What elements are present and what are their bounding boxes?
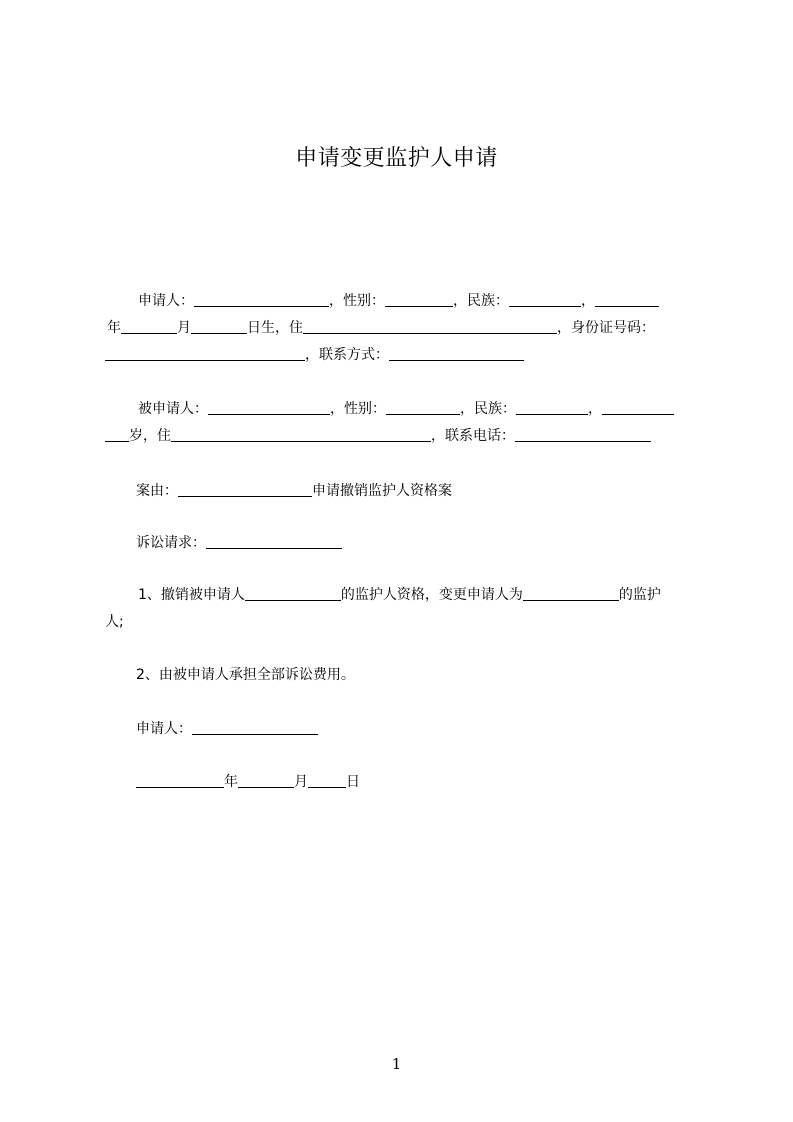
applicant-gender-label: ，性别： bbox=[329, 293, 385, 309]
applicant-birth-label: 日生，住 bbox=[247, 320, 303, 336]
case-suffix: 申请撤销监护人资格案 bbox=[312, 483, 452, 499]
applicant-address-blank[interactable] bbox=[303, 319, 557, 334]
signature-blank[interactable] bbox=[192, 720, 318, 735]
claims-line bbox=[136, 533, 736, 553]
respondent-line-2 bbox=[105, 426, 705, 446]
applicant-month-blank[interactable] bbox=[121, 319, 177, 334]
applicant-line-1 bbox=[138, 291, 708, 311]
applicant-ethnic-blank[interactable] bbox=[509, 292, 581, 307]
respondent-name-blank[interactable] bbox=[208, 400, 330, 415]
respondent-age-label: 岁，住 bbox=[129, 428, 171, 444]
case-label: 案由： bbox=[136, 483, 178, 499]
claims-blank[interactable] bbox=[206, 534, 342, 549]
date-month-label: 月 bbox=[294, 774, 308, 790]
applicant-year-blank[interactable] bbox=[595, 292, 659, 307]
respondent-ethnic-label: ，民族： bbox=[460, 401, 516, 417]
respondent-gender-blank[interactable] bbox=[386, 400, 460, 415]
case-blank[interactable] bbox=[178, 482, 312, 497]
applicant-contact-label: ，联系方式： bbox=[305, 347, 389, 363]
applicant-label: 申请人： bbox=[138, 293, 194, 309]
applicant-comma: ， bbox=[581, 293, 595, 309]
respondent-gender-label: ，性别： bbox=[330, 401, 386, 417]
claim-1-new-guardian-blank[interactable] bbox=[523, 586, 619, 601]
applicant-line-3 bbox=[105, 345, 705, 365]
date-day-label: 日 bbox=[346, 774, 360, 790]
applicant-contact-blank[interactable] bbox=[389, 346, 524, 361]
claim-item-2: 2、由被申请人承担全部诉讼费用。 bbox=[136, 667, 355, 683]
applicant-id-blank[interactable] bbox=[105, 346, 305, 361]
claim-1-part-b: 的监护人资格，变更申请人为 bbox=[340, 587, 523, 603]
claim-1-respondent-blank[interactable] bbox=[245, 586, 341, 601]
applicant-day-blank[interactable] bbox=[191, 319, 247, 334]
respondent-phone-label: ，联系电话： bbox=[431, 428, 515, 444]
respondent-age-blank-2[interactable] bbox=[105, 427, 129, 442]
page-number: 1 bbox=[391, 1055, 402, 1073]
respondent-age-blank-1[interactable] bbox=[602, 400, 674, 415]
applicant-month-label: 月 bbox=[177, 320, 191, 336]
document-title: 申请变更监护人申请 bbox=[295, 146, 498, 171]
respondent-comma: ， bbox=[588, 401, 602, 417]
applicant-line-2 bbox=[107, 318, 707, 338]
respondent-label: 被申请人： bbox=[138, 401, 208, 417]
claim-1-part-a: 1、撤销被申请人 bbox=[138, 587, 245, 603]
applicant-ethnic-label: ，民族： bbox=[453, 293, 509, 309]
claim-1-part-c: 的监护 bbox=[618, 587, 661, 603]
respondent-phone-blank[interactable] bbox=[515, 427, 651, 442]
case-line bbox=[136, 481, 736, 501]
claims-label: 诉讼请求： bbox=[136, 535, 206, 551]
date-year-blank[interactable] bbox=[136, 773, 224, 788]
applicant-gender-blank[interactable] bbox=[385, 292, 453, 307]
date-line bbox=[136, 772, 736, 792]
respondent-ethnic-blank[interactable] bbox=[516, 400, 588, 415]
claim-item-1 bbox=[138, 585, 708, 605]
respondent-line-1 bbox=[138, 399, 708, 419]
signature-label: 申请人： bbox=[136, 721, 192, 737]
date-day-blank[interactable] bbox=[308, 773, 346, 788]
applicant-id-label: ，身份证号码： bbox=[557, 320, 655, 336]
applicant-name-blank[interactable] bbox=[194, 292, 329, 307]
claim-item-1-continued: 人; bbox=[105, 614, 124, 630]
date-month-blank[interactable] bbox=[238, 773, 294, 788]
respondent-address-blank[interactable] bbox=[171, 427, 431, 442]
date-year-label: 年 bbox=[224, 774, 238, 790]
signature-line bbox=[136, 719, 736, 739]
applicant-year-label: 年 bbox=[107, 320, 121, 336]
